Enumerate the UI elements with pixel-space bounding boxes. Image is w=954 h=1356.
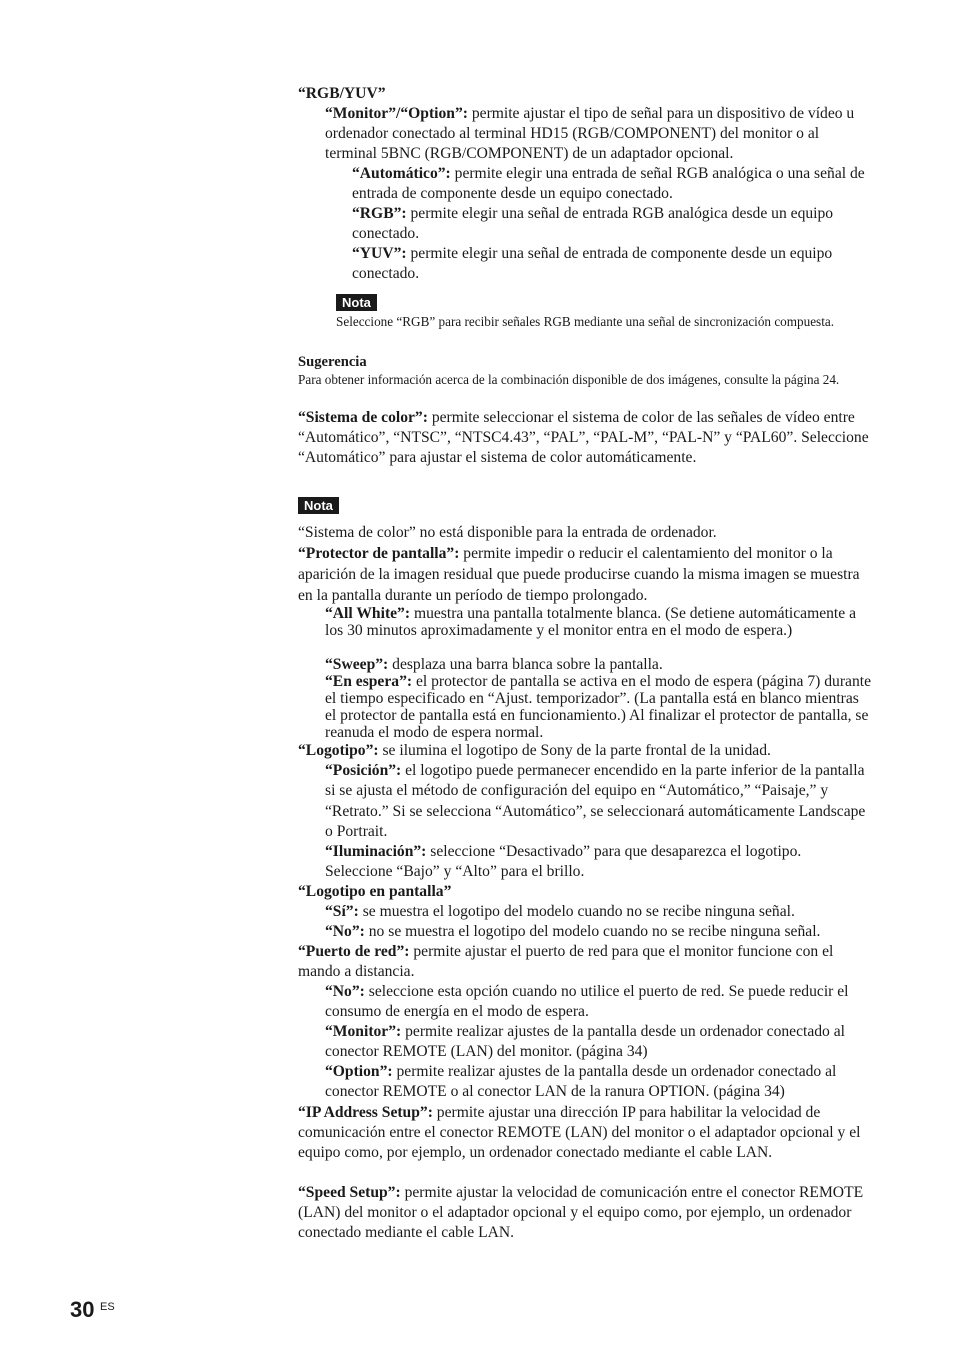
entry-label: “Protector de pantalla”:	[298, 545, 460, 562]
nota-badge: Nota	[336, 294, 377, 311]
protector-entry	[298, 543, 872, 606]
nota-badge: Nota	[298, 497, 339, 514]
sweep-entry	[325, 656, 872, 673]
entry-text: permite ajustar el tipo de señal para un dispositivo de vídeo u ordenador conectado al terminal HD15 (RGB/COMPONENT) del monitor o al terminal 5BNC (RGB/COMPONENT) de un adaptador opcional.	[325, 105, 855, 162]
entry-text: permite elegir una entrada de señal RGB analógica o una señal de entrada de componente desde un equipo conectado.	[352, 165, 865, 202]
entry-label: “No”:	[325, 923, 365, 940]
entry-text: permite ajustar el puerto de red para que el monitor funcione con el mando a distancia.	[298, 943, 834, 980]
entry-label: “All White”:	[325, 605, 411, 622]
sugerencia-heading: Sugerencia	[298, 354, 367, 370]
entry-label: “RGB”:	[352, 205, 407, 222]
entry-label: “YUV”:	[352, 245, 407, 262]
puerto-no-entry	[325, 982, 872, 1022]
entry-label: “Option”:	[325, 1063, 393, 1080]
entry-text: permite elegir una señal de entrada RGB analógica desde un equipo conectado.	[352, 205, 834, 242]
entry-text: permite ajustar la velocidad de comunicación entre el conector REMOTE (LAN) del monitor o el adaptador opcional y el equipo como, por ejemplo, un ordenador conectado mediante el cable LAN.	[298, 1184, 864, 1241]
logotipo-pantalla-heading: “Logotipo en pantalla”	[298, 883, 452, 900]
entry-label: “Posición”:	[325, 762, 402, 779]
monitor-option-entry	[325, 104, 872, 164]
entry-text: no se muestra el logotipo del modelo cuando no se recibe ninguna señal.	[364, 923, 821, 940]
entry-label: “Speed Setup”:	[298, 1184, 401, 1201]
entry-label: “Iluminación”:	[325, 843, 427, 860]
entry-text: se ilumina el logotipo de Sony de la parte frontal de la unidad.	[378, 742, 771, 759]
entry-text: desplaza una barra blanca sobre la pantalla.	[388, 656, 663, 673]
entry-label: “Monitor”:	[325, 1023, 402, 1040]
nota-text: “Sistema de color” no está disponible para la entrada de ordenador.	[298, 524, 717, 541]
entry-label: “Monitor”/“Option”:	[325, 105, 468, 122]
entry-label: “Puerto de red”:	[298, 943, 410, 960]
entry-text: el protector de pantalla se activa en el modo de espera (página 7) durante el tiempo especificado en “Ajust. temporizador”. (La pantalla está en blanco mientras el protector de pantalla está en funcionamiento.) Al finalizar el protector de pantalla, se reanuda el modo de espera normal.	[325, 673, 872, 741]
entry-text: se muestra el logotipo del modelo cuando no se recibe ninguna señal.	[358, 903, 795, 920]
speed-setup-entry	[298, 1183, 872, 1243]
entry-text: muestra una pantalla totalmente blanca. (Se detiene automáticamente a los 30 minutos aproximadamente y el monitor entra en el modo de espera.)	[325, 605, 857, 639]
entry-text: permite elegir una señal de entrada de componente desde un equipo conectado.	[352, 245, 833, 282]
nota-text: Seleccione “RGB” para recibir señales RGB mediante una señal de sincronización compuesta.	[336, 314, 835, 329]
puerto-option-entry	[325, 1062, 872, 1102]
automatico-entry	[352, 164, 872, 204]
entry-label: “IP Address Setup”:	[298, 1104, 433, 1121]
en-espera-entry	[325, 673, 872, 741]
page-number: 30	[70, 1297, 95, 1322]
rgb-entry	[352, 204, 872, 244]
ip-setup-entry	[298, 1103, 872, 1163]
all-white-entry	[325, 605, 872, 639]
entry-text: permite ajustar una dirección IP para habilitar la velocidad de comunicación entre el conector REMOTE (LAN) del monitor o el adaptador opcional y el equipo como, por ejemplo, un ordenador conectado mediante el cable LAN.	[298, 1104, 861, 1161]
si-entry	[325, 902, 872, 922]
no-entry	[325, 922, 872, 942]
entry-text: el logotipo puede permanecer encendido en la parte inferior de la pantalla si se ajusta el método de configuración del equipo en “Automático,” “Paisaje,” y “Retrato.” Si se selecciona “Automático”, se seleccionará automáticamente Landscape o Portrait.	[325, 762, 866, 841]
yuv-entry	[352, 244, 872, 284]
entry-label: “Sí”:	[325, 903, 359, 920]
sugerencia-text: Para obtener información acerca de la combinación disponible de dos imágenes, consulte la página 24.	[298, 372, 840, 387]
puerto-monitor-entry	[325, 1022, 872, 1062]
entry-text: seleccione esta opción cuando no utilice el puerto de red. Se puede reducir el consumo de energía en el modo de espera.	[325, 983, 849, 1020]
entry-label: “Sweep”:	[325, 656, 389, 673]
posicion-entry	[325, 761, 872, 843]
entry-label: “No”:	[325, 983, 365, 1000]
entry-label: “Logotipo”:	[298, 742, 379, 759]
entry-label: “En espera”:	[325, 673, 413, 690]
sistema-color-entry	[298, 408, 872, 468]
entry-label: “Automático”:	[352, 165, 451, 182]
entry-label: “Sistema de color”:	[298, 409, 428, 426]
rgb-yuv-heading: “RGB/YUV”	[298, 85, 386, 102]
entry-text: seleccione “Desactivado” para que desaparezca el logotipo. Seleccione “Bajo” y “Alto” para el brillo.	[325, 843, 802, 880]
logotipo-entry	[298, 741, 872, 761]
entry-text: permite impedir o reducir el calentamiento del monitor o la aparición de la imagen residual que puede producirse cuando la misma imagen se muestra en la pantalla durante un período de tiempo prolongado.	[298, 545, 860, 604]
iluminacion-entry	[325, 842, 872, 882]
entry-text: permite realizar ajustes de la pantalla desde un ordenador conectado al conector REMOTE o al conector LAN de la ranura OPTION. (página 34)	[325, 1063, 837, 1100]
puerto-red-entry	[298, 942, 872, 982]
language-code: ES	[100, 1301, 115, 1313]
entry-text: permite realizar ajustes de la pantalla desde un ordenador conectado al conector REMOTE (LAN) del monitor. (página 34)	[325, 1023, 846, 1060]
entry-text: permite seleccionar el sistema de color de las señales de vídeo entre “Automático”, “NTSC”, “NTSC4.43”, “PAL”, “PAL-M”, “PAL-N” y “PAL60”. Seleccione “Automático” para ajustar el sistema de color automáticamente.	[298, 409, 869, 466]
